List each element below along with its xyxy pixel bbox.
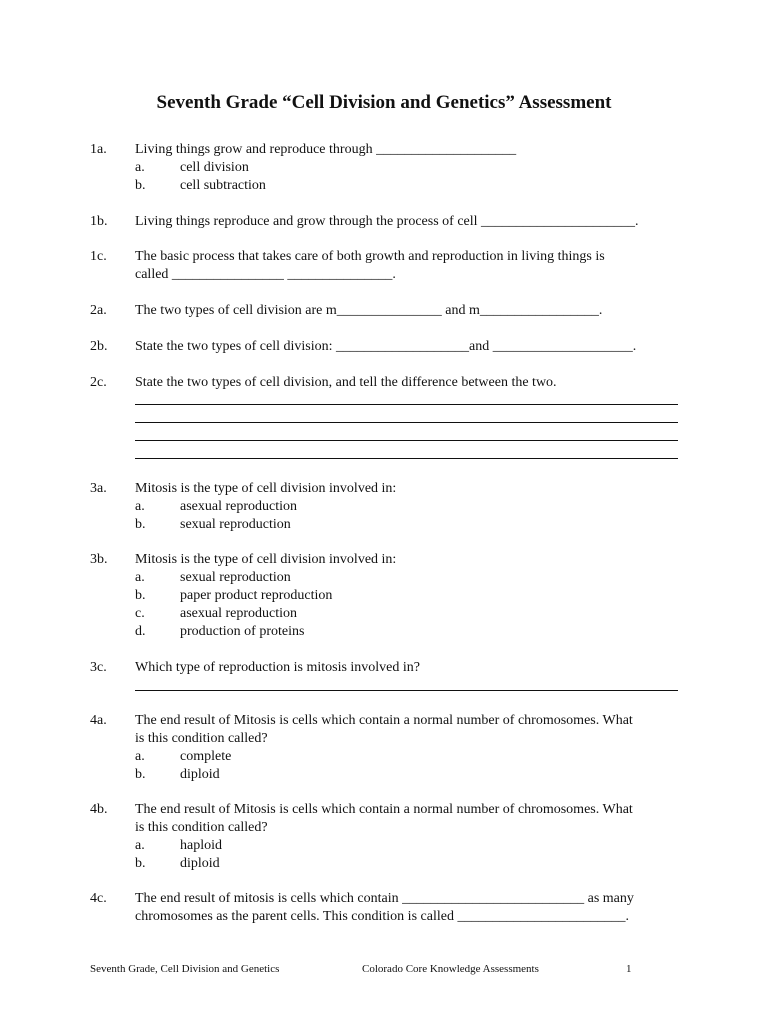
answer-line: [135, 458, 678, 459]
question-number-1c: 1c.: [90, 249, 107, 264]
question-text-2a: The two types of cell division are m_______________ and m_________________.: [135, 303, 603, 318]
option-letter: b.: [135, 856, 146, 871]
option-text: asexual reproduction: [180, 499, 298, 514]
question-text-1b: Living things reproduce and grow through the process of cell ______________________.: [135, 214, 639, 229]
question-number-4b: 4b.: [90, 802, 108, 817]
option-text: asexual reproduction: [180, 606, 298, 621]
question-text-4b-line1: The end result of Mitosis is cells which contain a normal number of chromosomes. What: [135, 802, 633, 817]
answer-line: [135, 422, 678, 423]
option-letter: b.: [135, 588, 146, 603]
option-text: sexual reproduction: [180, 517, 291, 532]
option-text: paper product reproduction: [180, 588, 333, 603]
option-letter: a.: [135, 499, 145, 514]
option-text: cell division: [180, 160, 249, 175]
question-number-3a: 3a.: [90, 481, 107, 496]
option-letter: a.: [135, 838, 145, 853]
page-number: 1: [626, 963, 632, 975]
footer-left: Seventh Grade, Cell Division and Genetics: [90, 963, 280, 975]
option-letter: a.: [135, 160, 145, 175]
question-text-3a: Mitosis is the type of cell division involved in:: [135, 481, 397, 496]
option-letter: b.: [135, 517, 146, 532]
question-number-2b: 2b.: [90, 339, 108, 354]
question-text-1c-line2: called ________________ _______________.: [135, 267, 396, 282]
question-text-3b: Mitosis is the type of cell division involved in:: [135, 552, 397, 567]
question-number-1b: 1b.: [90, 214, 108, 229]
footer-center: Colorado Core Knowledge Assessments: [362, 963, 539, 975]
question-text-4c-line1: The end result of mitosis is cells which contain __________________________ as many: [135, 891, 634, 906]
question-number-4a: 4a.: [90, 713, 107, 728]
answer-line: [135, 404, 678, 405]
option-letter: a.: [135, 749, 145, 764]
question-number-3b: 3b.: [90, 552, 108, 567]
question-text-1a: Living things grow and reproduce through ____________________: [135, 142, 517, 157]
answer-line: [135, 690, 678, 691]
answer-line: [135, 440, 678, 441]
option-letter: c.: [135, 606, 145, 621]
question-text-4b-line2: is this condition called?: [135, 820, 268, 835]
option-text: diploid: [180, 856, 220, 871]
option-letter: a.: [135, 570, 145, 585]
option-text: sexual reproduction: [180, 570, 291, 585]
option-letter: d.: [135, 624, 146, 639]
page-title: Seventh Grade “Cell Division and Genetics” Assessment: [156, 92, 612, 113]
question-text-4c-line2: chromosomes as the parent cells. This condition is called ________________________.: [135, 909, 629, 924]
option-text: cell subtraction: [180, 178, 266, 193]
question-text-4a-line2: is this condition called?: [135, 731, 268, 746]
question-number-4c: 4c.: [90, 891, 107, 906]
question-text-3c: Which type of reproduction is mitosis involved in?: [135, 660, 421, 675]
option-text: haploid: [180, 838, 222, 853]
question-number-2c: 2c.: [90, 375, 107, 390]
option-letter: b.: [135, 178, 146, 193]
option-text: diploid: [180, 767, 220, 782]
question-number-2a: 2a.: [90, 303, 107, 318]
question-number-3c: 3c.: [90, 660, 107, 675]
question-text-1c-line1: The basic process that takes care of both growth and reproduction in living things is: [135, 249, 605, 264]
option-text: production of proteins: [180, 624, 305, 639]
question-text-2b: State the two types of cell division: ___________________and ____________________.: [135, 339, 637, 354]
question-text-4a-line1: The end result of Mitosis is cells which contain a normal number of chromosomes. What: [135, 713, 633, 728]
option-letter: b.: [135, 767, 146, 782]
option-text: complete: [180, 749, 232, 764]
question-text-2c: State the two types of cell division, and tell the difference between the two.: [135, 375, 557, 390]
question-number-1a: 1a.: [90, 142, 107, 157]
